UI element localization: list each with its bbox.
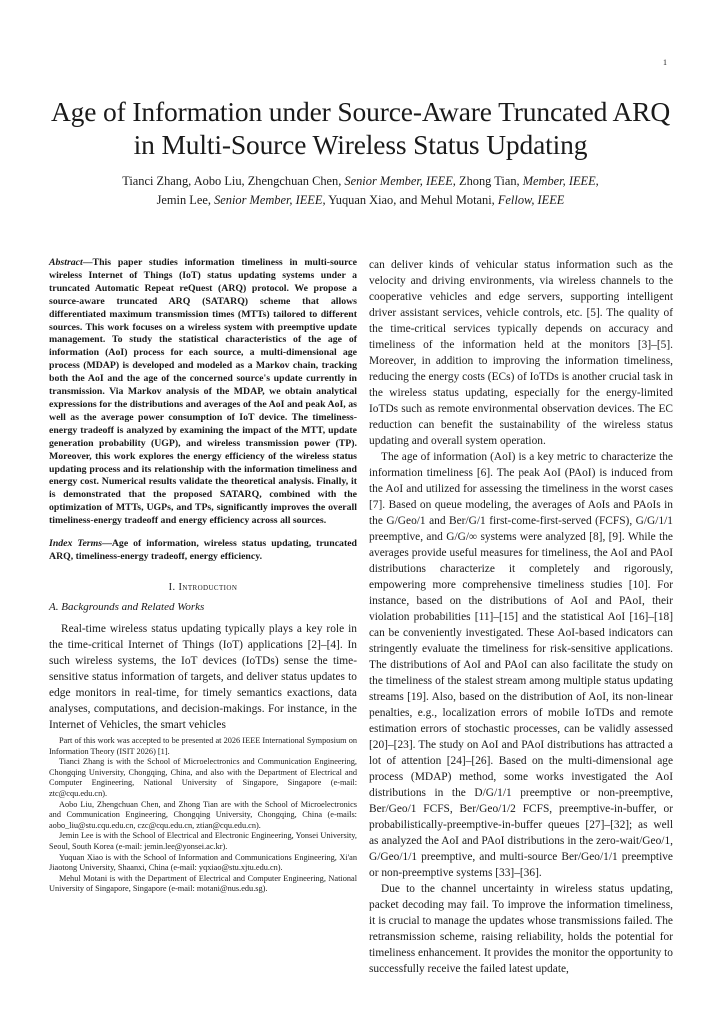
paper-title: Age of Information under Source-Aware Truncated ARQ in Multi-Source Wireless Status Updating [50, 96, 671, 160]
author-list [40, 172, 681, 210]
footnote: Mehul Motani is with the Department of Electrical and Computer Engineering, National University of Singapore, Singapore (e-mail: motani@nus.edu.sg). [49, 873, 357, 894]
page-number: 1 [663, 58, 667, 67]
paragraph: Due to the channel uncertainty in wireless status updating, packet decoding may fail. To improve the information timeliness, it is crucial to manage the updates whose transmissions failed. The retransmission scheme, raising reliability, holds the potential for timeliness enhancement. It provides the monitor the opportunity to successfully receive the failed latest update, [369, 883, 674, 975]
author-names: Jemin Lee, [156, 193, 215, 207]
index-terms [49, 538, 357, 564]
author-names: Tianci Zhang, Aobo Liu, Zhengchuan Chen, [122, 174, 345, 188]
author-line-2 [40, 191, 681, 210]
author-affiliation-title: Fellow, IEEE [497, 193, 565, 207]
footnote: Aobo Liu, Zhengchuan Chen, and Zhong Tian are with the School of Microelectronics and Communication Engineering, Chongqing University, Chongqing, China (e-mails: aobo_liu@stu.cqu.edu.cn, czc@cqu.edu.cn, ztian@cqu.edu.cn). [49, 799, 357, 830]
footnote: Tianci Zhang is with the School of Microelectronics and Communication Engineering, Chongqing University, Chongqing, China, and also with the Department of Electrical and Computer Engineering, National University of Singapore, Singapore (e-mail: ztc@cqu.edu.cn). [49, 757, 357, 798]
section-heading: I. Introduction [168, 581, 238, 593]
left-column [49, 257, 357, 733]
abstract [49, 257, 357, 528]
right-column [369, 257, 673, 977]
abstract-lead: Abstract [49, 257, 83, 268]
author-affiliation-title: Senior Member, IEEE, [344, 174, 456, 188]
paragraph: The age of information (AoI) is a key metric to characterize the information timeliness [6]. The peak AoI (PAoI) is induced from the AoI and utilized for assessing the timeliness in the worst cases [7]. Based on queue modeling, the averages of AoIs and PAoIs in the G/Geo/1 and Ber/G/1 first-come-first-served (FCFS), G/G/1/1 preemptive, and G/G/∞ systems were analyzed [8], [9]. While the averages provide useful measures for timeliness, the AoI and PAoI distributions characterize it completely and rigorously, empowering more comprehensive timeliness studies [10]. For instance, based on the distributions of AoI and PAoI, their violation probabilities [11]–[15] and the statistical AoI [16]–[18] can be conveniently investigated. These AoI-based indicators can stringently evaluate the timeliness for risk-sensitive applications. The distributions of AoI and PAoI can also facilitate the study on the timeliness of the stalest stream among multiple status updating streams [19]. Also, based on the distribution of AoI, its non-linear penalties, e.g., localization errors of mobile IoTDs and remote estimation errors of stochastic processes, can be validly assessed [20]–[23]. The study on AoI and PAoI distributions has attracted a lot of attention [24]–[26]. Based on the multi-dimensional age process (MDAP) method, some works investigated the AoI distributions in the D/G/1/1 preemptive or non-preemptive, Ber/Geo/1 FCFS, Ber/Geo/1/2 FCFS, preemptive-in-buffer, or probabilistically-preemptive-in-buffer queues [27]–[32]; as well as analyzed the AoI and PAoI distributions in the zero-wait/Geo/1, G/Geo/1/1 preemptive, and multi-source Ber/Geo/1/1 preemptive or non-preemptive systems [33]–[36]. [369, 451, 673, 879]
author-affiliation-title: Member, IEEE, [522, 174, 599, 188]
left-body-text [49, 621, 357, 733]
right-body-text [369, 257, 673, 977]
index-terms-lead: Index Terms [49, 538, 103, 550]
author-line-1 [40, 172, 681, 191]
paragraph: can deliver kinds of vehicular status information such as the velocity and driving environments, via wireless channels to the cooperative vehicles and edge servers, supporting intelligent driver assistant services, vehicle controls, etc. [5]. The quality of the time-critical services typically depends on accuracy and timeliness of the information held at the monitors [3]–[5]. Moreover, in addition to improving the information timeliness, reducing the energy costs (ECs) of IoTDs is another crucial task in the wireless status updating, especially for the energy-limited IoTDs such as remote environmental observation devices. The EC reduction can benefit the sustainability of the wireless status updating and overall system operation. [369, 259, 673, 447]
index-terms-text: —Age of information, wireless status updating, truncated ARQ, timeliness-energy tradeoff, energy efficiency. [49, 538, 357, 562]
author-affiliation-title: Senior Member, IEEE, [214, 193, 326, 207]
subsection-heading: A. Backgrounds and Related Works [49, 600, 205, 613]
paragraph: Real-time wireless status updating typically plays a key role in the time-critical Internet of Things (IoT) applications [2]–[4]. In such wireless systems, the IoT devices (IoTDs) sense the time-sensitive status information of targets, and deliver status updates to edge monitors in real-time, for timely semantics exactions, data analyses, computations, and decision-makings. For instance, in the Internet of Vehicles, the smart vehicles [49, 622, 357, 731]
footnote: Part of this work was accepted to be presented at 2026 IEEE International Symposium on Information Theory (ISIT 2026) [1]. [49, 736, 357, 756]
footnotes [49, 736, 357, 895]
footnote: Jemin Lee is with the School of Electrical and Electronic Engineering, Yonsei University, Seoul, South Korea (e-mail: jemin.lee@yonsei.ac.kr). [49, 831, 357, 851]
author-names: Yuquan Xiao, and Mehul Motani, [325, 193, 498, 207]
abstract-text: —This paper studies information timeliness in multi-source wireless Internet of Things (IoT) status updating systems under a truncated Automatic Repeat reQuest (ARQ) protocol. We propose a source-aware truncated ARQ (SATARQ) scheme that allows differentiated maximum transmission times (MTTs) tailored to different sources. This work focuses on a wireless system with preemptive update management. To study the statistical characteristics of the age of information (AoI) process for each source, a multi-dimensional age process (MDAP) is developed and modeled as a Markov chain, tracking both the AoI and the age of the concerned source's update currently in transmission. Via Markov analysis of the MDAP, we obtain analytical expressions for the distributions and averages of the AoI and peak AoI, as well as the average power consumption of IoT device. The timeliness-energy tradeoff is analyzed by examining the impact of the MTT, update generation probability (UGP), and wireless transmission power (TP). Moreover, this work explores the energy efficiency of the wireless status updating process and its relationship with the information timeliness and energy cost. Numerical results validate the theoretical analysis. Finally, it is demonstrated that the proposed SATARQ, combined with the optimization of MTTs, UGPs, and TPs, significantly improves the overall timeliness-energy tradeoff and energy efficiency across all sources. [49, 257, 357, 527]
author-names: Zhong Tian, [455, 174, 523, 188]
footnote: Yuquan Xiao is with the School of Information and Communications Engineering, Xi'an Jiaotong University, Shaanxi, China (e-mail: yqxiao@stu.xjtu.edu.cn). [49, 852, 357, 873]
